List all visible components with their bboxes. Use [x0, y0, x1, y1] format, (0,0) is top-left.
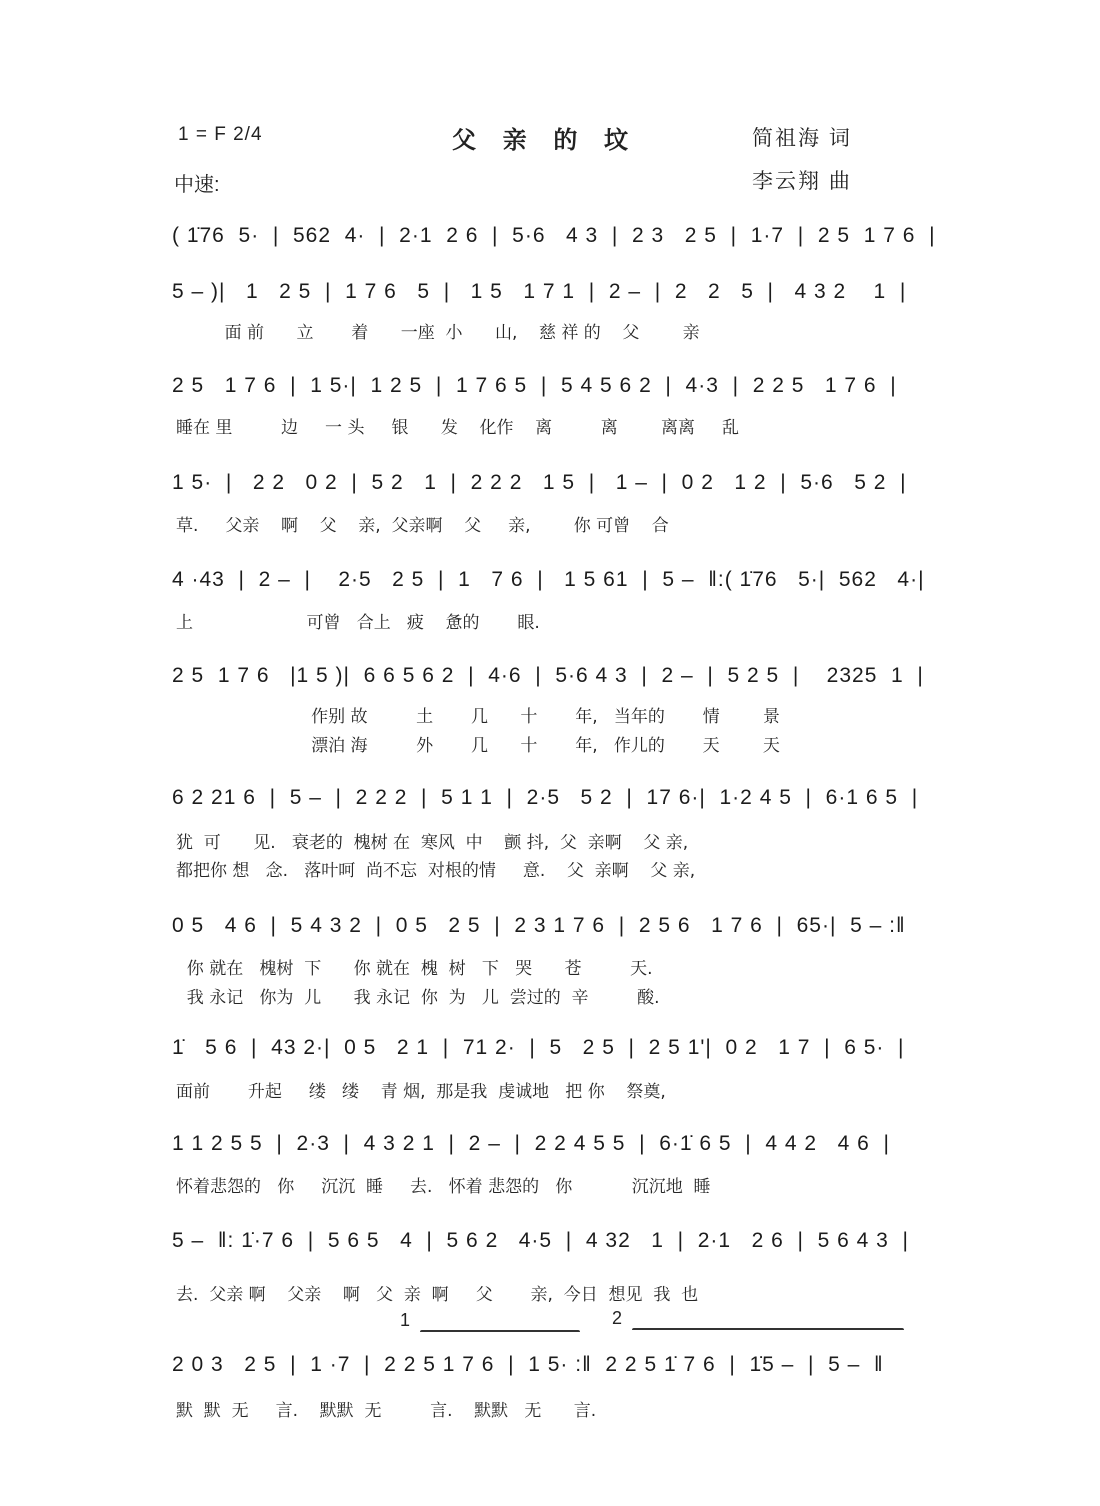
- lyricist-credit: 简祖海 词: [752, 127, 852, 150]
- lyrics-line-9: 面前 升起 缕 缕 青 烟, 那是我 虔诚地 把 你 祭奠,: [176, 1082, 666, 1102]
- lyrics-line-8-verse-2: 我 永记 你为 儿 我 永记 你 为 儿 尝过的 辛 酸.: [176, 988, 660, 1008]
- tempo-marking: 中速:: [174, 174, 220, 196]
- notation-line-9: 1̇ 5 6 | 43 2·| 0 5 2 1 | 71 2· | 5 2 5 | 2 5 1'| 0 2 1 7 | 6 5· |: [172, 1036, 905, 1059]
- notation-line-4: 1 5· | 2 2 0 2 | 5 2 1 | 2 2 2 1 5 | 1 – | 0 2 1 2 | 5·6 5 2 |: [172, 471, 907, 494]
- volta-2-label: 2: [612, 1308, 623, 1328]
- notation-line-12: 2 0 3 2 5 | 1 ·7 | 2 2 5 1 7 6 | 1 5· :‖ 2 2 5 1̇ 7 6 | 1̇5 – | 5 – ‖: [172, 1353, 884, 1376]
- notation-line-6: 2 5 1 7 6 |1 5 )| 6 6 5 6 2 | 4·6 | 5·6 4 3 | 2 – | 5 2 5 | 2325 1 |: [172, 664, 924, 687]
- lyrics-line-10: 怀着悲怨的 你 沉沉 睡 去. 怀着 悲怨的 你 沉沉地 睡: [176, 1177, 711, 1197]
- lyrics-line-7-verse-1: 犹 可 见. 衰老的 槐树 在 寒风 中 颤 抖, 父 亲啊 父 亲,: [176, 833, 689, 853]
- lyrics-line-2: 面 前 立 着 一座 小 山, 慈 祥 的 父 亲: [176, 323, 700, 343]
- lyrics-line-8-verse-1: 你 就在 槐树 下 你 就在 槐 树 下 哭 苍 天.: [176, 959, 653, 979]
- lyrics-line-6-verse-1: 作别 故 土 几 十 年, 当年的 情 景: [176, 707, 780, 727]
- lyrics-line-12: 默 默 无 言. 默默 无 言. 默默 无 言.: [176, 1401, 597, 1421]
- composer-credit: 李云翔 曲: [752, 170, 852, 193]
- key-signature: 1 = F 2/4: [178, 124, 263, 145]
- notation-line-8: 0 5 4 6 | 5 4 3 2 | 0 5 2 5 | 2 3 1 7 6 | 2 5 6 1 7 6 | 65·| 5 – :‖: [172, 914, 906, 937]
- notation-line-2: 5 – )| 1 2 5 | 1 7 6 5 | 1 5 1 7 1 | 2 – | 2 2 5 | 4 3 2 1 |: [172, 280, 907, 303]
- volta-2-bracket: [632, 1328, 904, 1330]
- notation-line-1: ( 1̇76 5· | 562 4· | 2·1 2 6 | 5·6 4 3 | 2 3 2 5 | 1·7 | 2 5 1 7 6 |: [172, 224, 936, 247]
- volta-1-bracket: [420, 1330, 580, 1332]
- notation-line-7: 6 2 21 6 | 5 – | 2 2 2 | 5 1 1 | 2·5 5 2 | 17 6·| 1·2 4 5 | 6·1 6 5 |: [172, 786, 919, 809]
- notation-line-10: 1 1 2 5 5 | 2·3 | 4 3 2 1 | 2 – | 2 2 4 5 5 | 6·1̇ 6 5 | 4 4 2 4 6 |: [172, 1132, 890, 1155]
- volta-1-label: 1: [400, 1310, 411, 1330]
- lyrics-line-3: 睡在 里 边 一 头 银 发 化作 离 离 离离 乱: [176, 418, 740, 438]
- notation-line-5: 4 ·43 | 2 – | 2·5 2 5 | 1 7 6 | 1 5 61 | 5 – ‖:( 1̇76 5·| 562 4·|: [172, 568, 925, 591]
- lyrics-line-4: 草. 父亲 啊 父 亲, 父亲啊 父 亲, 你 可曾 合: [176, 516, 669, 536]
- lyrics-line-5: 上 可曾 合上 疲 惫的 眼.: [176, 613, 540, 633]
- lyrics-line-11: 去. 父亲 啊 父亲 啊 父 亲 啊 父 亲, 今日 想见 我 也: [176, 1285, 699, 1305]
- lyrics-line-7-verse-2: 都把你 想 念. 落叶呵 尚不忘 对根的情 意. 父 亲啊 父 亲,: [176, 861, 696, 881]
- notation-line-11: 5 – ‖: 1̇·7 6 | 5 6 5 4 | 5 6 2 4·5 | 4 32 1 | 2·1 2 6 | 5 6 4 3 |: [172, 1229, 909, 1252]
- lyrics-line-6-verse-2: 漂泊 海 外 几 十 年, 作儿的 天 天: [176, 736, 780, 756]
- notation-line-3: 2 5 1 7 6 | 1 5·| 1 2 5 | 1 7 6 5 | 5 4 5 6 2 | 4·3 | 2 2 5 1 7 6 |: [172, 374, 897, 397]
- song-title: 父 亲 的 坟: [452, 127, 639, 154]
